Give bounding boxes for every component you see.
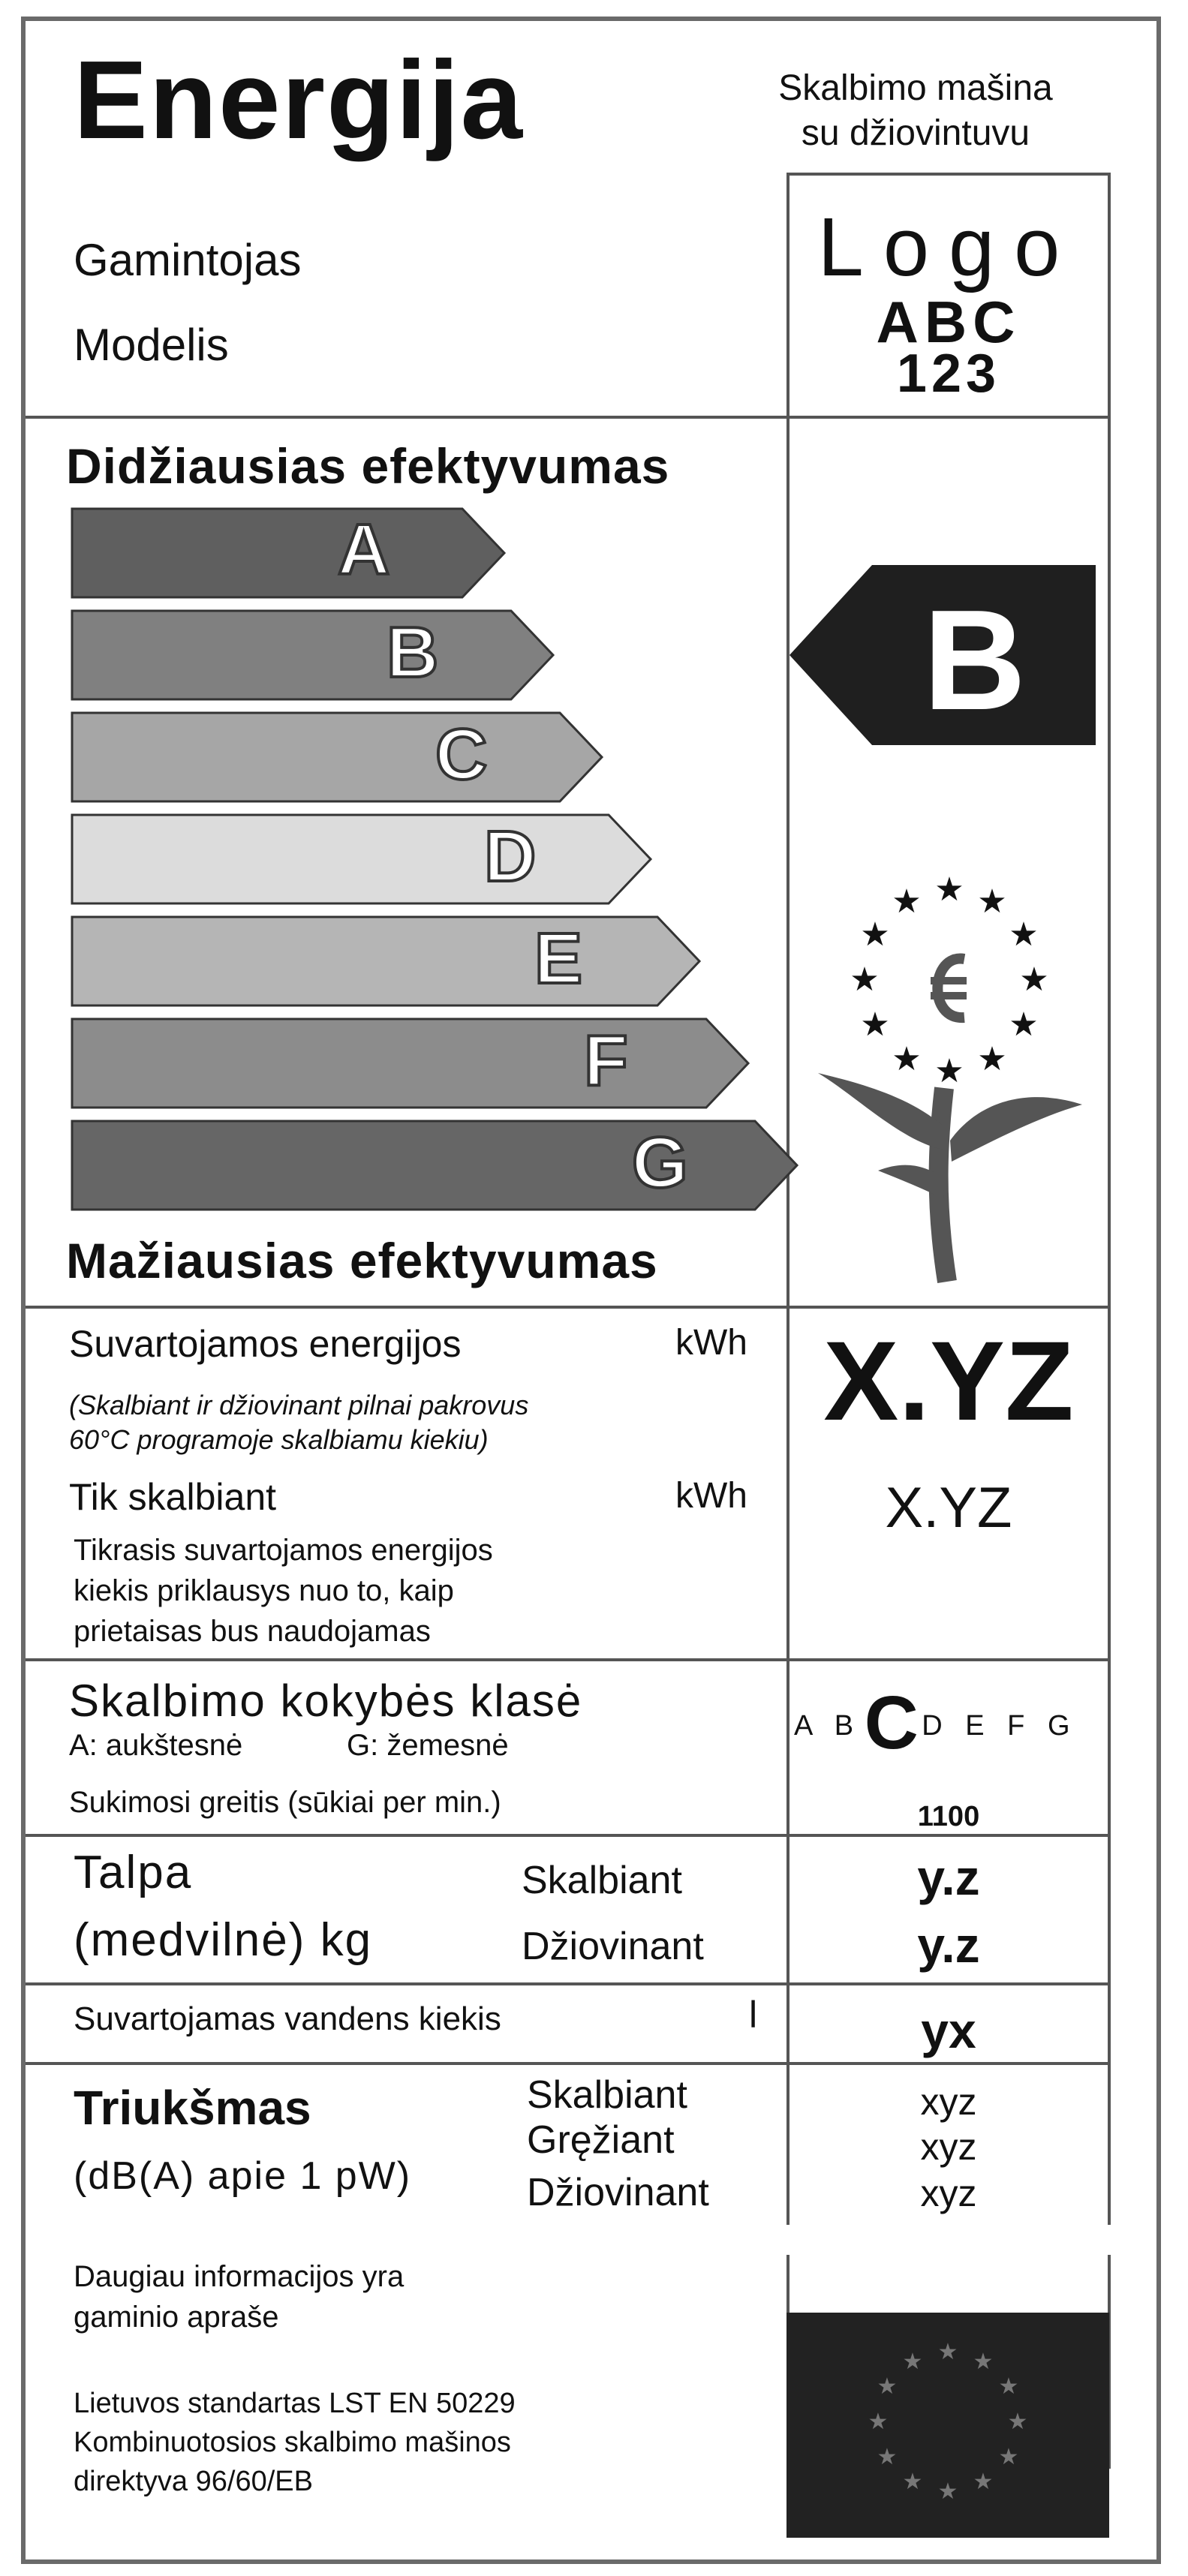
separator-energy [26,1658,1111,1661]
standard-line2: Kombinuotosios skalbimo mašinos [74,2427,511,2458]
svg-text:★: ★ [877,2373,898,2400]
svg-text:★: ★ [1009,915,1039,954]
water-consumption-label: Suvartojamas vandens kiekis [74,2000,501,2037]
eu-ecolabel-flower-icon [811,870,1088,1291]
separator-efficiency [26,1306,1111,1309]
page-title: Energija [74,38,524,162]
svg-text:★: ★ [934,870,964,909]
efficiency-bar-letter-g: G [632,1123,688,1203]
water-value: yx [921,2003,976,2058]
wash-quality-scale-after: D E F G [922,1710,1078,1742]
efficiency-bar-letter-f: F [584,1020,628,1101]
eu-flag-icon [786,2313,1109,2538]
efficiency-bar-c [72,713,602,801]
separator-wash-quality [26,1834,1111,1837]
wash-quality-scale-before: A B [794,1710,862,1742]
water-unit: l [749,1994,758,2036]
wash-quality-scale [794,1681,1078,1765]
noise-washing-value: xyz [920,2081,977,2123]
svg-text:★: ★ [860,1005,890,1044]
noise-spinning-value: xyz [920,2126,977,2168]
model-label: Modelis [74,320,229,370]
svg-text:★: ★ [860,915,890,954]
logo-line2: ABC [876,289,1021,355]
capacity-washing-value: y.z [917,1850,980,1905]
energy-unit: kWh [675,1323,747,1363]
wash-only-value: X.YZ [885,1476,1012,1540]
svg-text:★: ★ [868,2409,889,2435]
noise-spinning-label: Gręžiant [527,2118,675,2162]
logo-line3: 123 [896,344,1001,404]
svg-text:★: ★ [877,2444,898,2470]
most-efficient-label: Didžiausias efektyvumas [66,438,670,494]
wash-quality-sub-a: A: aukštesnė [69,1729,243,1762]
svg-text:★: ★ [973,2469,994,2495]
noise-unit-label: (dB(A) apie 1 pW) [74,2154,412,2198]
svg-text:★: ★ [998,2444,1019,2470]
capacity-washing-label: Skalbiant [522,1859,682,1902]
wash-only-label: Tik skalbiant [69,1476,277,1518]
svg-text:★: ★ [973,2349,994,2375]
energy-note-line2: 60°C programoje skalbiamu kiekiu) [69,1424,489,1455]
svg-text:★: ★ [934,1052,964,1090]
efficiency-bar-g [72,1121,797,1210]
appliance-type-line2: su džiovintuvu [801,113,1030,153]
least-efficient-label: Mažiausias efektyvumas [66,1233,658,1288]
actual-energy-note-line2: kiekis priklausys nuo to, kaip [74,1574,454,1607]
spin-speed-value: 1100 [917,1801,980,1832]
efficiency-bar-e [72,917,699,1005]
svg-text:★: ★ [902,2469,923,2495]
noise-drying-label: Džiovinant [527,2171,709,2214]
efficiency-bar-a [72,509,504,597]
standard-line3: direktyva 96/60/EB [74,2466,313,2497]
more-info-line1: Daugiau informacijos yra [74,2260,405,2293]
efficiency-bar-letter-c: C [435,714,488,795]
svg-text:★: ★ [977,882,1007,921]
standard-line1: Lietuvos standartas LST EN 50229 [74,2388,516,2419]
capacity-label-line2: (medvilnė) kg [74,1914,373,1966]
appliance-type-line1: Skalbimo mašina [778,68,1053,108]
svg-text:★: ★ [1019,960,1049,999]
separator-water [26,2062,1111,2065]
svg-text:★: ★ [1009,1005,1039,1044]
manufacturer-label: Gamintojas [74,235,302,285]
energy-value: X.YZ [823,1318,1074,1444]
noise-drying-value: xyz [920,2172,977,2214]
efficiency-bar-d [72,815,651,903]
wash-quality-selected-class: C [864,1681,919,1765]
efficiency-bar-b [72,611,553,699]
capacity-label-line1: Talpa [74,1847,193,1898]
svg-text:★: ★ [850,960,880,999]
separator-capacity [26,1982,1111,1985]
actual-energy-note-line1: Tikrasis suvartojamos energijos [74,1534,493,1567]
actual-energy-note-line3: prietaisas bus naudojamas [74,1615,431,1648]
svg-text:★: ★ [892,882,922,921]
wash-quality-label: Skalbimo kokybės klasė [69,1676,583,1726]
rated-class-letter: B [923,581,1027,740]
noise-washing-label: Skalbiant [527,2073,687,2117]
svg-text:★: ★ [998,2373,1019,2400]
wash-only-unit: kWh [675,1476,747,1516]
spin-speed-label: Sukimosi greitis (sūkiai per min.) [69,1786,501,1819]
svg-text:★: ★ [902,2349,923,2375]
svg-text:★: ★ [977,1040,1007,1078]
svg-text:★: ★ [937,2339,958,2365]
svg-text:★: ★ [1007,2409,1028,2435]
efficiency-bar-letter-a: A [338,509,390,590]
efficiency-bar-letter-b: B [386,612,439,693]
svg-text:★: ★ [892,1040,922,1078]
capacity-drying-label: Džiovinant [522,1925,704,1968]
efficiency-bar-f [72,1019,748,1108]
logo-word: Logo [817,201,1080,293]
noise-label: Triukšmas [74,2081,311,2135]
efficiency-bar-letter-d: D [484,816,537,897]
energy-consumption-label: Suvartojamos energijos [69,1323,462,1365]
efficiency-bar-letter-e: E [534,918,583,999]
wash-quality-sub-g: G: žemesnė [347,1729,509,1762]
right-column-end-cover [785,2225,1115,2255]
capacity-drying-value: y.z [917,1917,980,1973]
more-info-line2: gaminio apraše [74,2301,279,2334]
svg-text:★: ★ [937,2478,958,2505]
energy-note-line1: (Skalbiant ir džiovinant pilnai pakrovus [69,1390,529,1420]
